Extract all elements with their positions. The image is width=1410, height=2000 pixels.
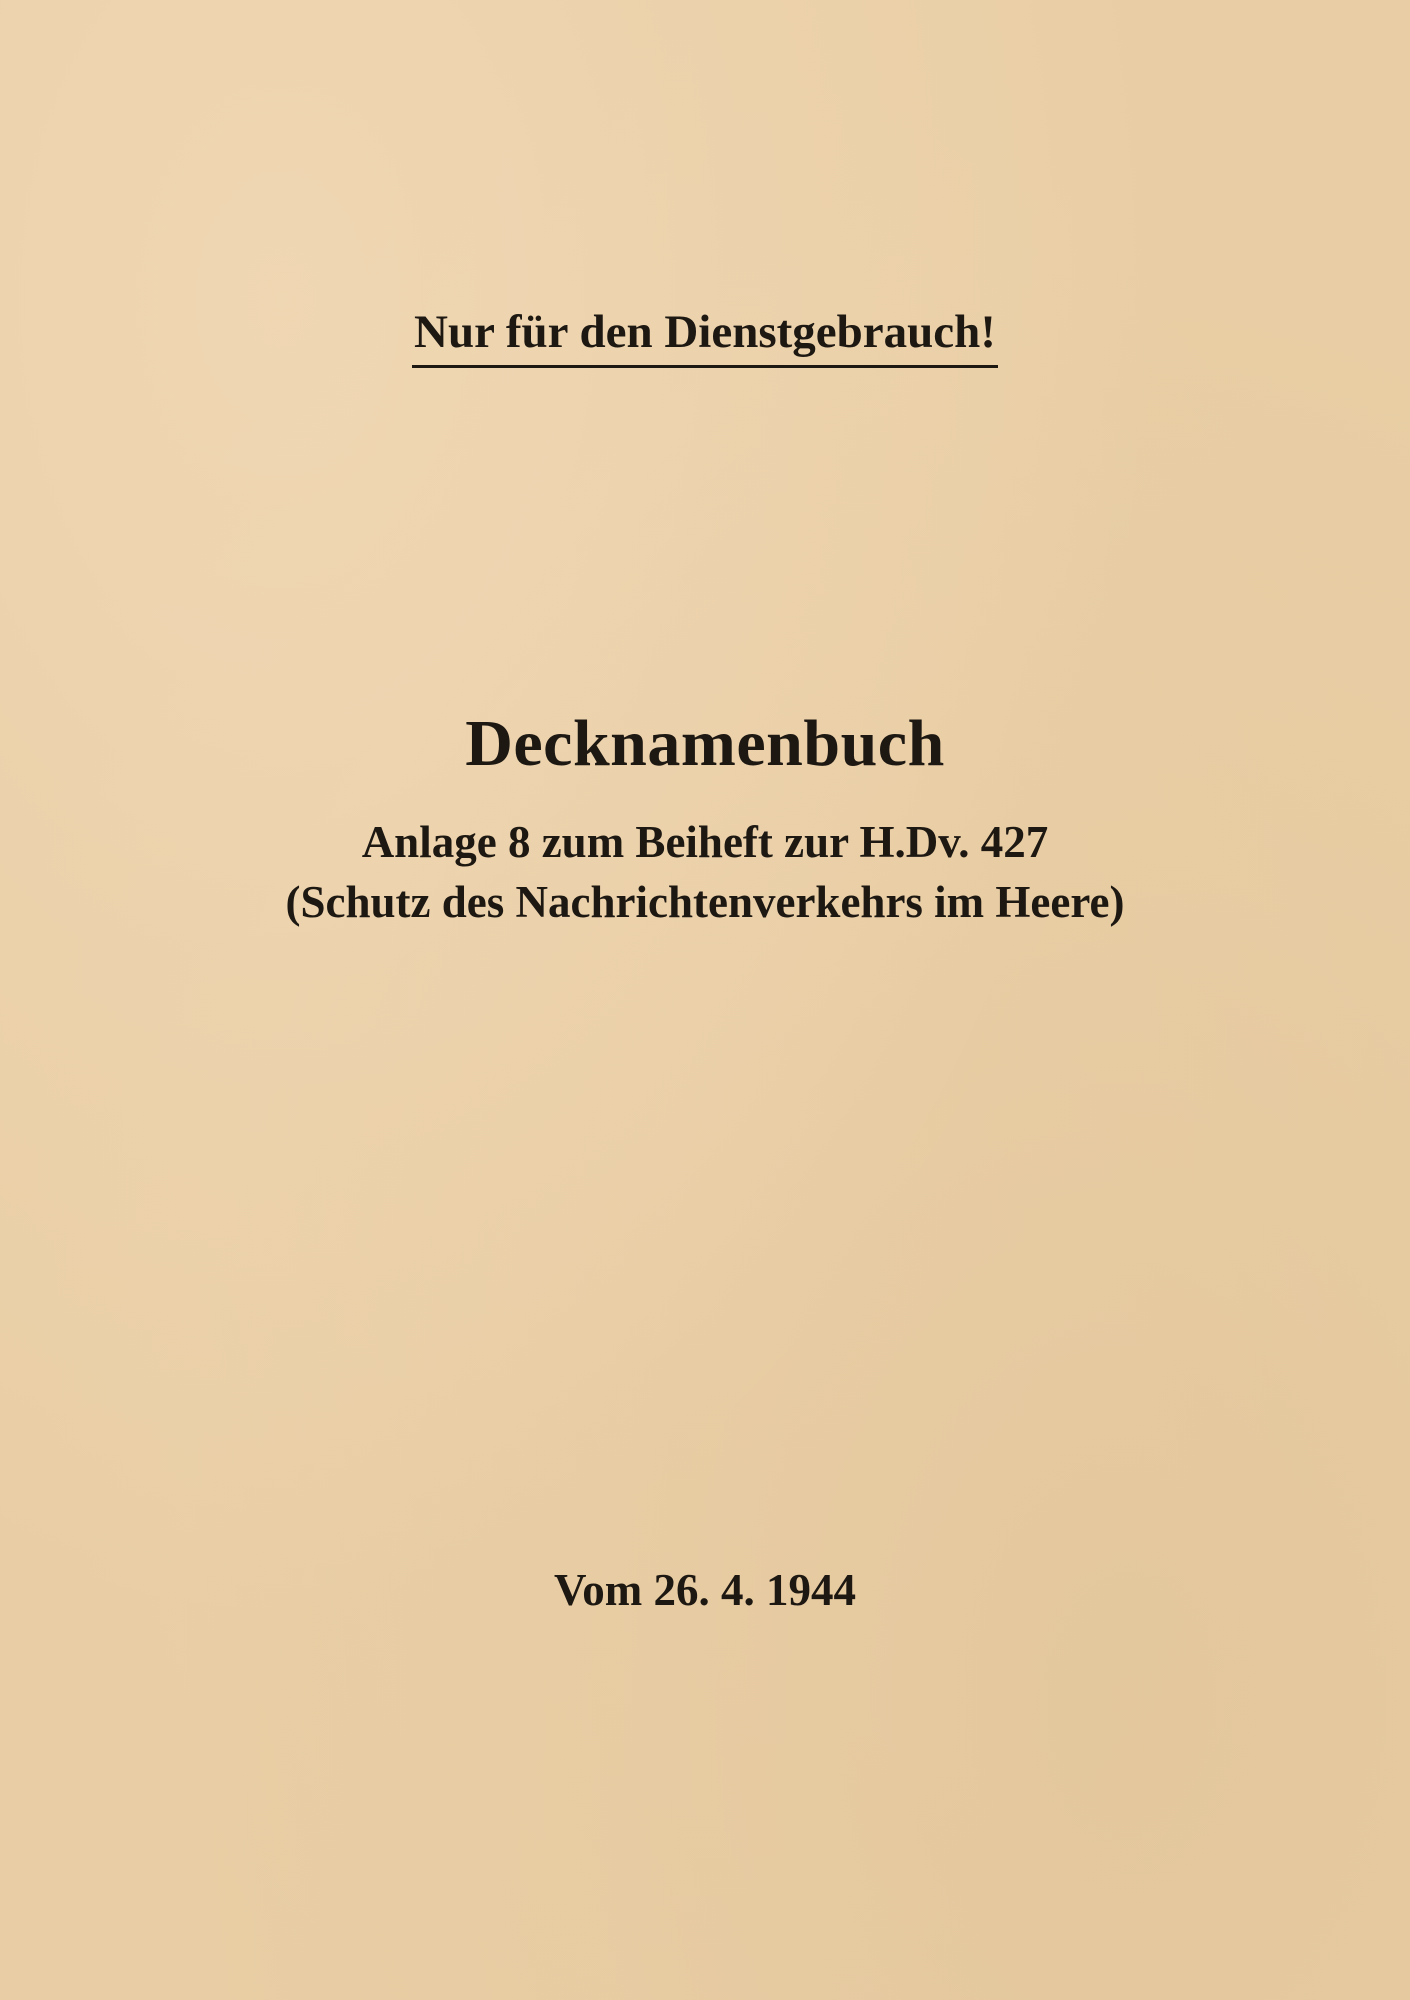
restriction-notice-text: Nur für den Dienstgebrauch! <box>412 305 998 368</box>
document-date: Vom 26. 4. 1944 <box>553 1565 857 1615</box>
restriction-notice <box>0 305 1410 368</box>
document-title: Decknamenbuch <box>465 707 945 780</box>
document-subtitle-line-2: (Schutz des Nachrichtenverkehrs im Heere) <box>285 877 1125 927</box>
document-subtitle-line-1: Anlage 8 zum Beiheft zur H.Dv. 427 <box>361 817 1049 867</box>
